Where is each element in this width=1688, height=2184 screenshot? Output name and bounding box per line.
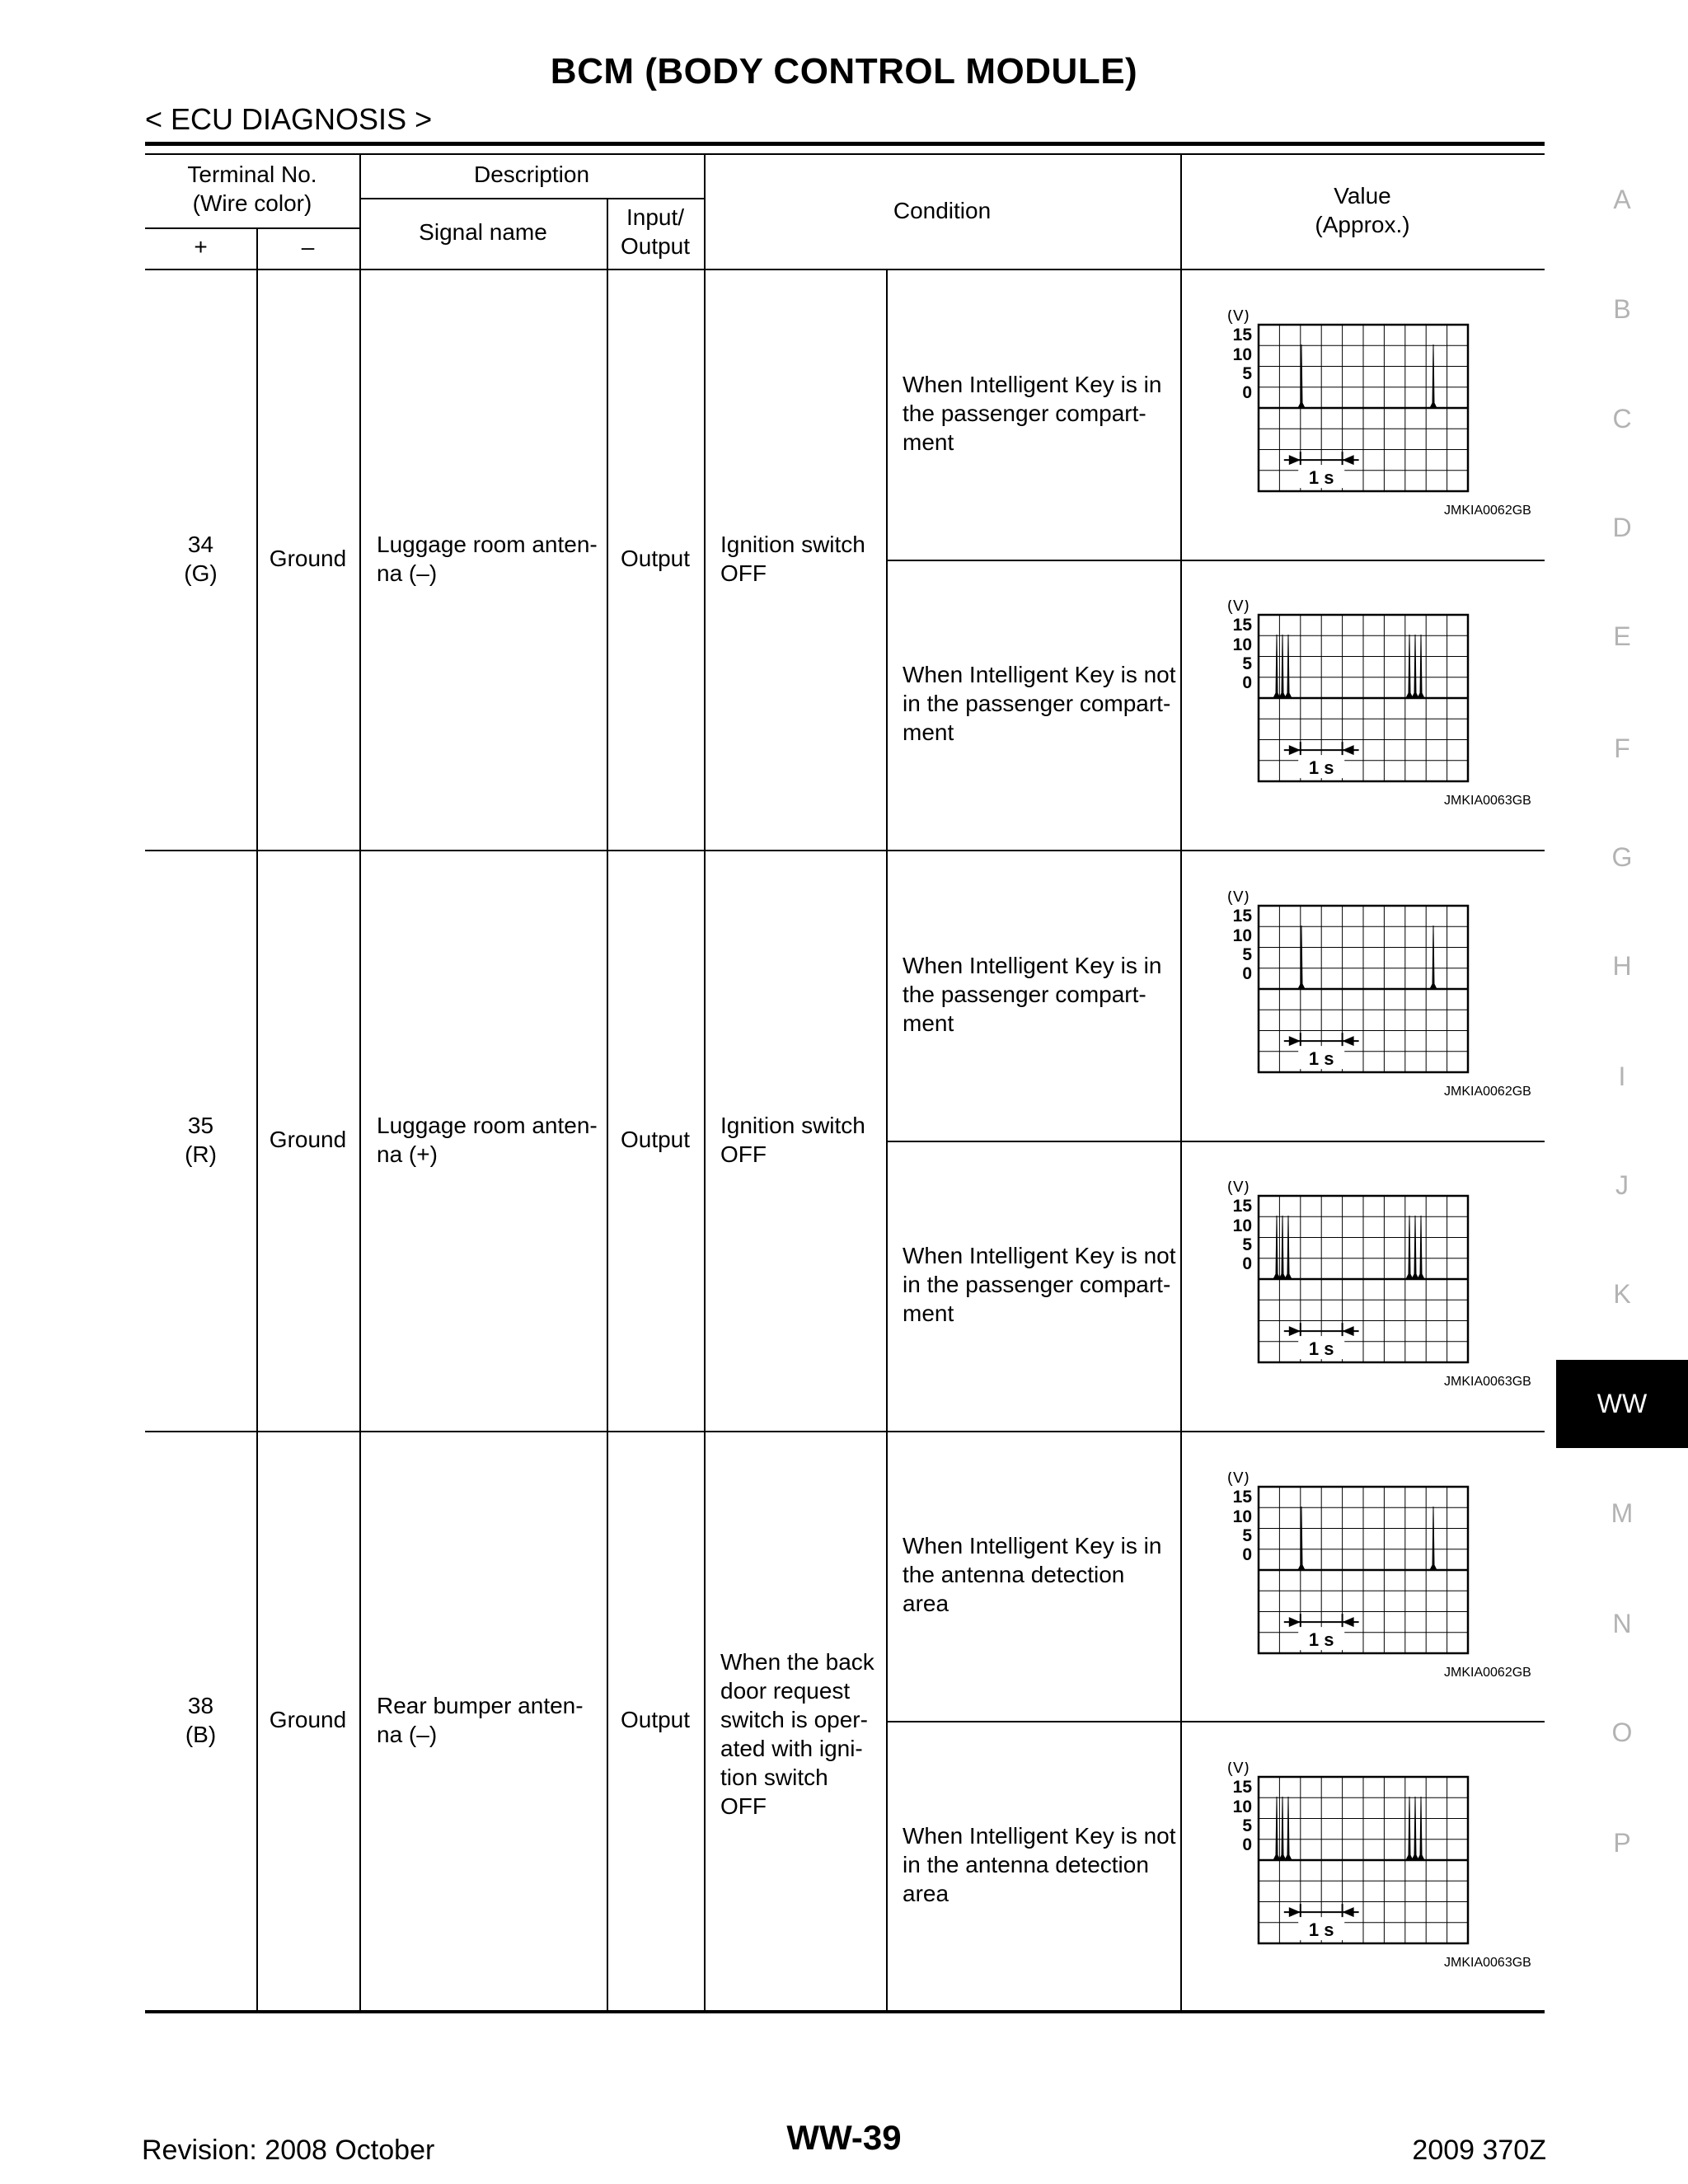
y-tick-label: 15: [1232, 907, 1252, 926]
time-division-label: 1 s: [1308, 467, 1334, 489]
waveform-pulse: [1273, 635, 1280, 698]
terminal-minus: Ground: [269, 1707, 347, 1732]
terminal-number: 35 (R): [185, 1113, 217, 1167]
figure-id: JMKIA0063GB: [1444, 794, 1531, 808]
sub-condition: When Intelligent Key is not in the antenna detection area: [903, 1823, 1176, 1906]
y-tick-label: 5: [1242, 1235, 1252, 1254]
y-tick-label: 10: [1232, 345, 1252, 364]
y-unit-label: (V): [1227, 1762, 1250, 1777]
waveform-figure: [1224, 891, 1481, 1093]
y-tick-label: 10: [1232, 1216, 1252, 1235]
waveform-pulse: [1279, 635, 1286, 698]
sub-condition: When Intelligent Key is in the passenger compart- ment: [903, 372, 1162, 455]
side-tab-e[interactable]: E: [1613, 621, 1631, 651]
waveform-pulse: [1430, 926, 1437, 989]
side-tab-f[interactable]: F: [1614, 733, 1630, 763]
y-tick-label: 5: [1242, 945, 1252, 964]
waveform-figure: [1224, 1472, 1481, 1674]
y-unit-label: (V): [1227, 891, 1250, 906]
side-tab-k[interactable]: K: [1613, 1279, 1631, 1309]
y-tick-label: 15: [1232, 1488, 1252, 1507]
waveform-pulse: [1298, 344, 1305, 408]
waveform-pulse: [1285, 635, 1292, 698]
waveform-pulse: [1273, 1797, 1280, 1860]
time-division-label: 1 s: [1308, 1338, 1334, 1360]
side-tab-g[interactable]: G: [1611, 842, 1633, 872]
header-signal-name: Signal name: [419, 219, 547, 245]
condition: Ignition switch OFF: [720, 532, 865, 586]
waveform-svg: [1224, 310, 1481, 508]
side-tab-c[interactable]: C: [1612, 404, 1632, 434]
waveform-pulse: [1285, 1797, 1292, 1860]
y-tick-label: 15: [1232, 616, 1252, 635]
waveform-svg: [1224, 1762, 1481, 1960]
waveform-figure: [1224, 1762, 1481, 1964]
input-output: Output: [620, 1127, 691, 1152]
waveform-pulse: [1406, 635, 1413, 698]
waveform-pulse: [1298, 1507, 1305, 1570]
time-division-label: 1 s: [1308, 757, 1334, 779]
waveform-pulse: [1430, 1507, 1437, 1570]
time-division-label: 1 s: [1308, 1629, 1334, 1651]
figure-id: JMKIA0063GB: [1444, 1375, 1531, 1389]
y-unit-label: (V): [1227, 1181, 1250, 1196]
side-tab-b[interactable]: B: [1613, 294, 1631, 324]
waveform-pulse: [1418, 635, 1424, 698]
footer-page-number: WW-39: [786, 2118, 902, 2157]
side-tab-p[interactable]: P: [1613, 1828, 1631, 1858]
condition: Ignition switch OFF: [720, 1113, 865, 1167]
y-tick-label: 5: [1242, 364, 1252, 383]
footer-revision: Revision: 2008 October: [142, 2135, 435, 2166]
side-tab-h[interactable]: H: [1612, 951, 1632, 981]
side-tab-ww-active[interactable]: WW: [1556, 1360, 1688, 1448]
waveform-svg: [1224, 891, 1481, 1089]
y-tick-label: 0: [1242, 964, 1252, 983]
y-tick-label: 0: [1242, 383, 1252, 402]
signal-name: Luggage room anten- na (–): [377, 532, 598, 586]
side-tab-i[interactable]: I: [1618, 1062, 1626, 1091]
y-tick-label: 10: [1232, 926, 1252, 945]
waveform-svg: [1224, 600, 1481, 798]
waveform-pulse: [1418, 1216, 1424, 1279]
input-output: Output: [620, 546, 691, 571]
side-tab-d[interactable]: D: [1612, 513, 1632, 542]
sub-condition: When Intelligent Key is in the passenger compart- ment: [903, 953, 1162, 1036]
y-tick-label: 0: [1242, 1254, 1252, 1273]
terminal-minus: Ground: [269, 1127, 347, 1152]
waveform-pulse: [1412, 635, 1418, 698]
side-tab-o[interactable]: O: [1611, 1718, 1633, 1747]
y-tick-label: 15: [1232, 326, 1252, 344]
waveform-pulse: [1285, 1216, 1292, 1279]
waveform-pulse: [1430, 344, 1437, 408]
waveform-svg: [1224, 1472, 1481, 1670]
time-division-label: 1 s: [1308, 1919, 1334, 1941]
terminal-number: 38 (B): [185, 1693, 217, 1747]
header-condition: Condition: [893, 198, 992, 223]
y-tick-label: 0: [1242, 1835, 1252, 1854]
sub-condition: When Intelligent Key is not in the passenger compart- ment: [903, 662, 1176, 745]
waveform-figure: [1224, 1181, 1481, 1383]
y-unit-label: (V): [1227, 1472, 1250, 1487]
sub-condition: When Intelligent Key is not in the passenger compart- ment: [903, 1243, 1176, 1326]
waveform-pulse: [1298, 926, 1305, 989]
footer-model: 2009 370Z: [1412, 2135, 1546, 2166]
y-tick-label: 10: [1232, 635, 1252, 654]
waveform-pulse: [1418, 1797, 1424, 1860]
signal-name: Luggage room anten- na (+): [377, 1113, 598, 1167]
page-title: BCM (BODY CONTROL MODULE): [550, 51, 1138, 91]
figure-id: JMKIA0062GB: [1444, 1085, 1531, 1099]
y-tick-label: 0: [1242, 1545, 1252, 1564]
y-tick-label: 10: [1232, 1507, 1252, 1526]
time-division-label: 1 s: [1308, 1048, 1334, 1070]
top-rule-thick: [145, 142, 1545, 146]
figure-id: JMKIA0062GB: [1444, 504, 1531, 518]
top-rule-thin: [145, 153, 1545, 155]
header-value: Value (Approx.): [1315, 183, 1410, 237]
header-minus: –: [301, 234, 315, 260]
header-input-output: Input/ Output: [620, 204, 691, 259]
y-tick-label: 5: [1242, 1526, 1252, 1545]
figure-id: JMKIA0062GB: [1444, 1666, 1531, 1680]
header-description: Description: [473, 162, 590, 187]
y-tick-label: 10: [1232, 1797, 1252, 1816]
condition: When the back door request switch is oper- ated with igni- tion switch OFF: [720, 1649, 874, 1819]
waveform-figure: [1224, 310, 1481, 512]
waveform-pulse: [1406, 1216, 1413, 1279]
y-tick-label: 15: [1232, 1778, 1252, 1797]
header-plus: +: [194, 234, 208, 260]
y-tick-label: 15: [1232, 1197, 1252, 1216]
sub-condition: When Intelligent Key is in the antenna detection area: [903, 1533, 1162, 1616]
waveform-pulse: [1279, 1797, 1286, 1860]
y-tick-label: 5: [1242, 1816, 1252, 1835]
y-tick-label: 0: [1242, 673, 1252, 692]
waveform-pulse: [1273, 1216, 1280, 1279]
y-unit-label: (V): [1227, 600, 1250, 615]
waveform-figure: [1224, 600, 1481, 802]
waveform-pulse: [1279, 1216, 1286, 1279]
header-terminal: Terminal No. (Wire color): [187, 162, 317, 216]
side-tab-j[interactable]: J: [1615, 1170, 1629, 1200]
terminal-minus: Ground: [269, 546, 347, 571]
figure-id: JMKIA0063GB: [1444, 1956, 1531, 1970]
side-tab-a[interactable]: A: [1613, 185, 1631, 214]
waveform-svg: [1224, 1181, 1481, 1379]
side-tab-m[interactable]: M: [1611, 1498, 1634, 1528]
waveform-pulse: [1412, 1216, 1418, 1279]
y-unit-label: (V): [1227, 310, 1250, 325]
section-label: < ECU DIAGNOSIS >: [145, 102, 433, 136]
input-output: Output: [620, 1707, 691, 1732]
waveform-pulse: [1406, 1797, 1413, 1860]
terminal-number: 34 (G): [184, 532, 218, 586]
signal-name: Rear bumper anten- na (–): [377, 1693, 584, 1747]
waveform-pulse: [1412, 1797, 1418, 1860]
side-tab-n[interactable]: N: [1612, 1609, 1632, 1638]
y-tick-label: 5: [1242, 654, 1252, 673]
